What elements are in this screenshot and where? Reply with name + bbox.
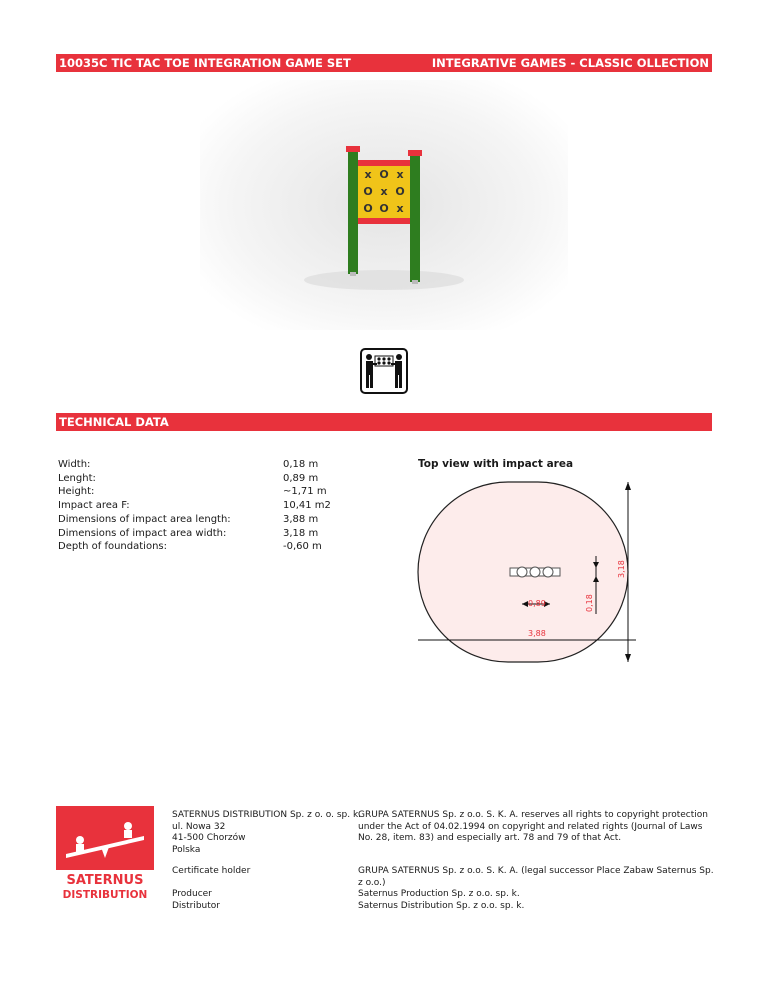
svg-text:O: O bbox=[395, 185, 405, 198]
spec-label: Lenght: bbox=[58, 472, 96, 484]
distributor-label: Distributor bbox=[172, 901, 221, 911]
certificate-label: Certificate holder bbox=[172, 866, 251, 876]
svg-text:x: x bbox=[396, 202, 404, 215]
technical-data-title: TECHNICAL DATA bbox=[59, 415, 169, 429]
distributor-value: Saternus Distribution Sp. z o.o. sp. k. bbox=[358, 901, 525, 911]
copyright-notice: GRUPA SATERNUS Sp. z o.o. S. K. A. reserves all rights to copyright protection under the Act of 04.02.1994 on copyright and related rights (Journal of Laws No. 28, item. 83) and especially art. 78 and 79 of that Act. bbox=[358, 810, 708, 843]
spec-values bbox=[283, 458, 331, 554]
svg-text:x: x bbox=[364, 168, 372, 181]
top-view-title: Top view with impact area bbox=[418, 458, 574, 470]
certificate-value: GRUPA SATERNUS Sp. z o.o. S. K. A. (legal successor Place Zabaw Saternus Sp. z o.o.) bbox=[358, 866, 714, 888]
category-title: INTEGRATIVE GAMES - CLASSIC OLLECTION bbox=[431, 56, 709, 70]
spec-value: 0,18 m bbox=[283, 459, 319, 470]
logo-text-line2: DISTRIBUTION bbox=[62, 889, 148, 901]
integration-pictogram bbox=[360, 348, 408, 394]
spec-labels bbox=[58, 458, 231, 554]
spec-label: Height: bbox=[58, 486, 95, 498]
svg-text:O: O bbox=[363, 202, 373, 215]
spec-value: 3,18 m bbox=[283, 527, 319, 539]
spec-value: 10,41 m2 bbox=[283, 500, 331, 512]
spec-label: Depth of foundations: bbox=[58, 541, 167, 553]
dim-impact-length-label: 3,88 bbox=[528, 629, 546, 638]
product-image bbox=[200, 80, 568, 330]
logo-text-line1: SATERNUS bbox=[66, 873, 144, 888]
company-country: Polska bbox=[172, 844, 201, 855]
svg-text:x: x bbox=[396, 168, 404, 181]
spec-label: Width: bbox=[58, 459, 91, 470]
dim-impact-width-label: 3,18 bbox=[617, 560, 626, 578]
spec-label: Dimensions of impact area length: bbox=[58, 513, 231, 525]
dim-width-label: 0,18 bbox=[585, 594, 594, 612]
producer-label: Producer bbox=[172, 889, 212, 899]
spec-value: ~1,71 m bbox=[283, 486, 327, 498]
svg-text:O: O bbox=[363, 185, 373, 198]
company-address bbox=[172, 810, 361, 856]
spec-value: 0,89 m bbox=[283, 472, 319, 484]
saternus-logo bbox=[56, 806, 154, 904]
top-view-diagram bbox=[400, 472, 668, 672]
product-title: 10035C TIC TAC TOE INTEGRATION GAME SET bbox=[59, 56, 351, 70]
spec-label: Impact area F: bbox=[58, 500, 130, 512]
dim-length-label: 0,89 bbox=[528, 599, 546, 608]
company-name: SATERNUS DISTRIBUTION Sp. z o. o. sp. k. bbox=[172, 810, 362, 820]
svg-text:O: O bbox=[379, 168, 389, 181]
technical-data-bar bbox=[56, 413, 712, 431]
company-city: 41-500 Chorzów bbox=[172, 833, 246, 843]
spec-label: Dimensions of impact area width: bbox=[58, 527, 227, 539]
header-bar bbox=[56, 54, 712, 72]
producer-value: Saternus Production Sp. z o.o. sp. k. bbox=[358, 889, 520, 899]
spec-value: -0,60 m bbox=[283, 541, 322, 553]
company-street: ul. Nowa 32 bbox=[172, 821, 226, 832]
svg-text:x: x bbox=[380, 185, 388, 198]
spec-value: 3,88 m bbox=[283, 513, 319, 525]
svg-text:O: O bbox=[379, 202, 389, 215]
